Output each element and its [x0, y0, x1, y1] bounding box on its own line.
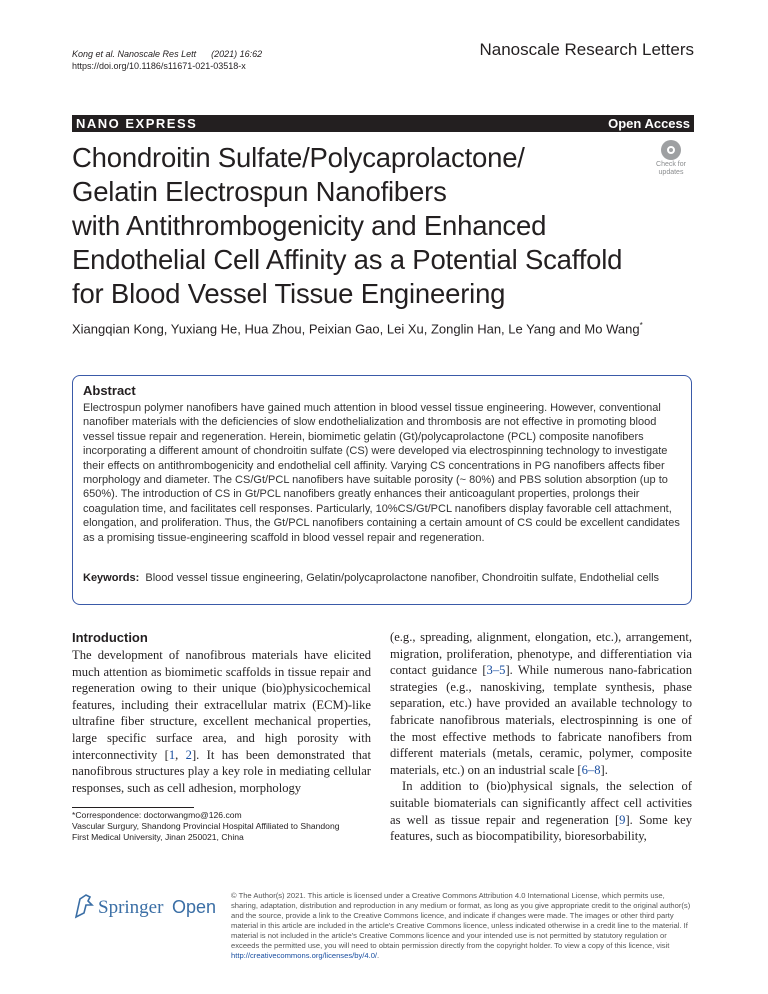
citation-ref[interactable]: 1 [168, 747, 176, 762]
intro-text: ]. While numerous nano-fabrication strategies (e.g., nanoskiving, template synthesis, phase separation, etc.) have provided an available technology to fabricate nanofibrous materials, electrospinning is one of the most effective methods to fabricate nanofibers from different materials (metals, ceramic, polymer, composite materials, etc.) on an industrial scale [ [390, 663, 693, 777]
citation-ref[interactable]: 2 [185, 747, 192, 762]
section-label: NANO EXPRESS [76, 116, 198, 131]
footnote-rule [72, 807, 194, 808]
intro-text: ]. It has been demonstrated that nanofibrous structures play a key role in mediating cellular responses, such as cell adhesion, morphology [72, 747, 372, 795]
citation-ref[interactable]: 9 [619, 812, 626, 827]
intro-right-column [390, 629, 692, 845]
intro-left-column [72, 647, 371, 796]
citation-block [72, 48, 262, 72]
badge-line-1: Check for [656, 161, 686, 168]
open-access-label: Open Access [608, 116, 690, 131]
doi-link[interactable]: https://doi.org/10.1186/s11671-021-03518-x [72, 61, 246, 71]
license-body: © The Author(s) 2021. This article is licensed under a Creative Commons Attribution 4.0 International License, which permits use, sharing, adaptation, distribution and reproduction in any medium or format, as long as you give appropriate credit to the original author(s) and the source, provide a link to the Creative Commons licence, and indicate if changes were made. The images or other third party material in this article are included in the article's Creative Commons licence, unless indicated otherwise in a credit line to the material. If material is not included in the article's Creative Commons licence and your intended use is not permitted by statutory regulation or exceeds the permitted use, you will need to obtain permission directly from the copyright holder. To view a copy of this licence, visit [231, 891, 691, 950]
introduction-heading: Introduction [72, 630, 148, 645]
keywords-label: Keywords: [83, 572, 140, 584]
intro-paragraph [390, 778, 692, 844]
abstract-text: Electrospun polymer nanofibers have gained much attention in blood vessel tissue engineering. However, conventional nanofiber materials with the deficiencies of slow endothelialization and thrombosis are not effective in promoting blood vessel tissue repair and regeneration. Herein, biomimetic gelatin (Gt)/polycaprolactone (PCL) composite nanofibers incorporating a different amount of chondroitin sulfate (CS) were developed via electrospinning technology to investigate their effects on antithrombogenicity and endothelial cell affinity. Varying CS concentrations in PG nanofibers affects fiber morphology and diameter. The CS/Gt/PCL nanofibers have suitable porosity (~ 80%) and PBS solution absorption (up to 650%). The introduction of CS in Gt/PCL nanofibers greatly enhances their anticoagulant properties, prolongs their coagulation time, and facilitates cell responses. Particularly, 10%CS/Gt/PCL nanofibers display favorable cell attachment, elongation, and proliferation. Thus, the Gt/PCL nanofibers containing a certain amount of CS could be excellent candidates as a promising tissue-engineering scaffold in blood vessel repair and regeneration. [83, 402, 680, 544]
title-line: Gelatin Electrospun Nanofibers [72, 176, 447, 207]
springer-open-logo [72, 891, 222, 923]
article-title [72, 141, 672, 311]
title-line: for Blood Vessel Tissue Engineering [72, 278, 506, 309]
keywords [83, 571, 681, 585]
badge-line-2: updates [658, 169, 684, 176]
citation-ref[interactable]: 3–5 [486, 663, 506, 678]
affiliation-line: First Medical University, Jinan 250021, China [72, 832, 244, 842]
check-for-updates-badge[interactable] [650, 140, 692, 178]
title-line: Endothelial Cell Affinity as a Potential Scaffold [72, 244, 623, 275]
intro-text: ]. [600, 762, 608, 777]
title-line: with Antithrombogenicity and Enhanced [72, 210, 547, 241]
correspondence-note [72, 810, 340, 843]
intro-text: In addition to (bio)physical signals, the selection of suitable biomaterials can significantly affect cell activities as well as tissue repair and regeneration [ [390, 779, 692, 827]
intro-text: (e.g., spreading, alignment, elongation, etc.), arrangement, migration, proliferation, phenotype, and differentiation via contact guidance [ [390, 630, 692, 678]
correspondence-email: *Correspondence: doctorwangmo@126.com [72, 810, 242, 820]
license-text [231, 891, 692, 961]
citation-ref[interactable]: 6–8 [581, 762, 601, 777]
license-end: . [377, 951, 380, 960]
springer-horse-icon [72, 891, 222, 923]
license-link[interactable]: http://creativecommons.org/licenses/by/4.0/ [231, 951, 378, 960]
citation-year: (2021) 16:62 [211, 49, 263, 59]
authors-text: Xiangqian Kong, Yuxiang He, Hua Zhou, Peixian Gao, Lei Xu, Zonglin Han, Le Yang and Mo Wang [72, 321, 640, 337]
keywords-text: Blood vessel tissue engineering, Gelatin/polycaprolactone nanofiber, Chondroitin sulfate, Endothelial cells [145, 572, 660, 584]
author-list [72, 321, 643, 336]
title-line: Chondroitin Sulfate/Polycaprolactone/ [72, 142, 525, 173]
citation-authors: Kong et al. Nanoscale Res Lett [72, 49, 197, 59]
intro-text: ]. Some key features, such as biocompatibility, bioresorbability, [390, 812, 693, 844]
citation-separator: , [175, 747, 186, 762]
intro-text: The development of nanofibrous materials have elicited much attention as biomimetic scaffolds in tissue repair and regeneration owing to their unique (bio)physicochemical features, including their extracellular matrix (ECM)-like ultrafine fiber structure, excellent mechanical properties, large specific surface area, and high porosity with interconnectivity [ [72, 648, 371, 762]
section-banner [72, 115, 694, 132]
springer-wordmark: Springer [98, 897, 164, 918]
check-updates-icon [661, 140, 681, 160]
abstract-heading: Abstract [83, 383, 136, 398]
affiliation-line: Vascular Surgury, Shandong Provincial Hospital Affiliated to Shandong [72, 821, 340, 831]
corresponding-mark: * [639, 321, 643, 330]
open-wordmark: Open [172, 897, 217, 917]
journal-name: Nanoscale Research Letters [479, 40, 694, 59]
